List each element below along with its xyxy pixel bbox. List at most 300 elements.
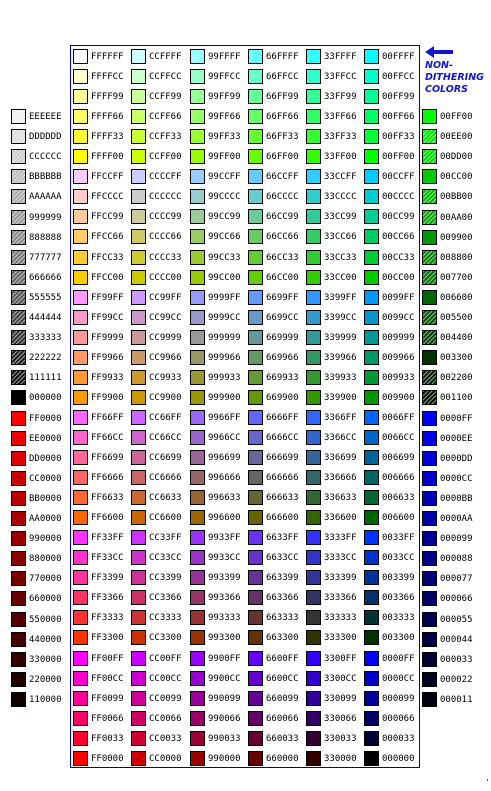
- websafe-swatch-item: [71, 749, 129, 769]
- color-swatch: [190, 711, 205, 726]
- hex-label: 000099: [440, 534, 473, 545]
- hex-label: 00CC99: [382, 212, 415, 223]
- hex-label: CCFF00: [149, 152, 182, 163]
- hex-label: 009900: [440, 232, 473, 243]
- color-swatch: [364, 109, 379, 124]
- hex-label: 993300: [208, 633, 241, 644]
- hex-label: 9933FF: [208, 533, 241, 544]
- color-swatch: [364, 49, 379, 64]
- websafe-swatch-item: [246, 328, 304, 348]
- hex-label: 33CC66: [324, 232, 357, 243]
- green-swatch-item: [420, 368, 482, 388]
- websafe-swatch-item: [188, 568, 246, 588]
- color-swatch: [190, 109, 205, 124]
- websafe-swatch-item: [129, 288, 187, 308]
- hex-label: 444444: [29, 313, 62, 323]
- websafe-swatch-item: [362, 308, 420, 328]
- color-swatch: [306, 290, 321, 305]
- hex-label: CC66FF: [149, 412, 182, 423]
- websafe-swatch-item: [188, 608, 246, 628]
- hex-label: 996633: [208, 493, 241, 504]
- color-swatch: [131, 450, 146, 465]
- websafe-swatch-item: [129, 488, 187, 508]
- color-swatch: [190, 410, 205, 425]
- blue-swatch-item: [420, 569, 482, 589]
- websafe-swatch-item: [246, 749, 304, 769]
- color-swatch: [422, 350, 437, 365]
- color-swatch: [364, 250, 379, 265]
- color-swatch: [73, 630, 88, 645]
- websafe-swatch-item: [246, 669, 304, 689]
- websafe-swatch-item: [188, 47, 246, 67]
- color-swatch: [306, 149, 321, 164]
- websafe-swatch-item: [362, 107, 420, 127]
- hex-label: FF6633: [91, 493, 124, 504]
- color-swatch: [73, 450, 88, 465]
- color-swatch: [306, 350, 321, 365]
- websafe-swatch-item: [129, 47, 187, 67]
- color-swatch: [11, 652, 26, 667]
- websafe-swatch-item: [71, 448, 129, 468]
- hex-label: 000099: [382, 693, 415, 704]
- websafe-swatch-item: [71, 508, 129, 528]
- color-swatch: [11, 310, 26, 325]
- websafe-swatch-item: [71, 348, 129, 368]
- websafe-swatch-item: [304, 167, 362, 187]
- hex-label: 99FFCC: [208, 72, 241, 83]
- color-swatch: [131, 711, 146, 726]
- hex-label: 3300CC: [324, 673, 357, 684]
- color-swatch: [248, 189, 263, 204]
- color-swatch: [364, 651, 379, 666]
- color-swatch: [190, 590, 205, 605]
- hex-label: 00FFCC: [382, 72, 415, 83]
- websafe-swatch-item: [71, 588, 129, 608]
- hex-label: 3366CC: [324, 432, 357, 443]
- red-swatch-item: [9, 549, 69, 569]
- hex-label: 330099: [324, 693, 357, 704]
- websafe-swatch-item: [246, 107, 304, 127]
- color-swatch: [190, 49, 205, 64]
- color-swatch: [248, 109, 263, 124]
- red-swatch-item: [9, 509, 69, 529]
- hex-label: 00FF66: [382, 112, 415, 123]
- color-swatch: [248, 510, 263, 525]
- red-swatch-item: [9, 449, 69, 469]
- hex-label: CC00FF: [149, 653, 182, 664]
- color-swatch: [248, 570, 263, 585]
- color-swatch: [248, 751, 263, 766]
- hex-label: 993366: [208, 593, 241, 604]
- websafe-swatch-item: [362, 448, 420, 468]
- hex-label: 336666: [324, 473, 357, 484]
- color-swatch: [364, 731, 379, 746]
- websafe-swatch-item: [304, 47, 362, 67]
- red-swatch-item: [9, 409, 69, 429]
- color-swatch: [364, 390, 379, 405]
- color-swatch: [306, 250, 321, 265]
- hex-label: CC0066: [149, 713, 182, 724]
- hex-label: 9900FF: [208, 653, 241, 664]
- color-swatch: [364, 69, 379, 84]
- websafe-swatch-item: [362, 709, 420, 729]
- hex-label: 66CC33: [266, 252, 299, 263]
- color-swatch: [306, 450, 321, 465]
- hex-label: 004400: [440, 333, 473, 344]
- color-swatch: [364, 550, 379, 565]
- hex-label: 000033: [382, 733, 415, 744]
- hex-label: 00AA00: [440, 212, 473, 223]
- color-swatch: [248, 430, 263, 445]
- websafe-swatch-item: [304, 348, 362, 368]
- websafe-swatch-item: [304, 488, 362, 508]
- websafe-swatch-item: [129, 207, 187, 227]
- websafe-swatch-item: [188, 649, 246, 669]
- color-swatch: [306, 711, 321, 726]
- color-swatch: [131, 129, 146, 144]
- color-swatch: [11, 511, 26, 526]
- blue-swatch-item: [420, 509, 482, 529]
- hex-label: 6666CC: [266, 432, 299, 443]
- color-swatch: [190, 490, 205, 505]
- websafe-swatch-item: [71, 87, 129, 107]
- color-swatch: [306, 89, 321, 104]
- hex-label: 0000CC: [440, 473, 473, 484]
- color-swatch: [422, 571, 437, 586]
- hex-label: 00CC33: [382, 252, 415, 263]
- color-swatch: [190, 129, 205, 144]
- hex-label: 666666: [266, 473, 299, 484]
- hex-label: CC6600: [149, 513, 182, 524]
- color-swatch: [248, 350, 263, 365]
- hex-label: 0000FF: [440, 413, 473, 424]
- websafe-swatch-item: [246, 308, 304, 328]
- color-swatch: [131, 470, 146, 485]
- color-swatch: [131, 209, 146, 224]
- gray-swatch-item: [9, 167, 69, 187]
- websafe-swatch-item: [304, 649, 362, 669]
- websafe-swatch-item: [362, 207, 420, 227]
- hex-label: CCCC00: [149, 272, 182, 283]
- color-swatch: [422, 330, 437, 345]
- color-swatch: [131, 290, 146, 305]
- websafe-swatch-item: [188, 488, 246, 508]
- hex-label: FF00FF: [91, 653, 124, 664]
- hex-label: 6633CC: [266, 553, 299, 564]
- hex-label: 000044: [440, 634, 473, 645]
- hex-label: 000066: [382, 713, 415, 724]
- hex-label: CC9999: [149, 332, 182, 343]
- color-swatch: [131, 270, 146, 285]
- color-swatch: [131, 229, 146, 244]
- hex-label: 6633FF: [266, 533, 299, 544]
- color-swatch: [306, 169, 321, 184]
- hex-label: CC00CC: [149, 673, 182, 684]
- hex-label: FF3399: [91, 573, 124, 584]
- websafe-swatch-item: [129, 548, 187, 568]
- color-swatch: [11, 330, 26, 345]
- websafe-swatch-item: [71, 187, 129, 207]
- websafe-swatch-item: [304, 548, 362, 568]
- websafe-swatch-item: [188, 248, 246, 268]
- color-swatch: [190, 330, 205, 345]
- color-swatch: [11, 250, 26, 265]
- hex-label: CC3333: [149, 613, 182, 624]
- color-swatch: [11, 451, 26, 466]
- websafe-swatch-item: [304, 729, 362, 749]
- hex-label: 993399: [208, 573, 241, 584]
- hex-label: 663333: [266, 613, 299, 624]
- hex-label: FFFF99: [91, 92, 124, 103]
- hex-label: FF6600: [91, 513, 124, 524]
- color-swatch: [131, 310, 146, 325]
- websafe-swatch-item: [362, 67, 420, 87]
- websafe-swatch-item: [246, 468, 304, 488]
- color-swatch: [131, 570, 146, 585]
- color-swatch: [306, 109, 321, 124]
- color-swatch: [131, 69, 146, 84]
- color-swatch: [190, 430, 205, 445]
- hex-label: AA0000: [29, 514, 62, 524]
- color-swatch: [422, 149, 437, 164]
- websafe-swatch-item: [362, 428, 420, 448]
- hex-label: 3300FF: [324, 653, 357, 664]
- color-swatch: [73, 69, 88, 84]
- websafe-swatch-item: [362, 628, 420, 648]
- color-swatch: [73, 270, 88, 285]
- hex-label: 6600CC: [266, 673, 299, 684]
- blue-swatch-item: [420, 589, 482, 609]
- hex-label: 0099FF: [382, 292, 415, 303]
- color-swatch: [248, 89, 263, 104]
- red-swatch-item: [9, 670, 69, 690]
- color-swatch: [306, 310, 321, 325]
- hex-label: 660066: [266, 713, 299, 724]
- color-swatch: [364, 751, 379, 766]
- hex-label: 000000: [382, 753, 415, 764]
- color-swatch: [73, 570, 88, 585]
- websafe-swatch-item: [362, 348, 420, 368]
- websafe-swatch-item: [188, 308, 246, 328]
- blue-swatch-item: [420, 449, 482, 469]
- color-swatch: [73, 490, 88, 505]
- hex-label: 3399FF: [324, 292, 357, 303]
- websafe-swatch-item: [362, 147, 420, 167]
- hex-label: 33FF00: [324, 152, 357, 163]
- color-swatch: [190, 229, 205, 244]
- color-swatch: [190, 89, 205, 104]
- hex-label: 99FF99: [208, 92, 241, 103]
- hex-label: 002200: [440, 373, 473, 384]
- red-swatch-item: [9, 630, 69, 650]
- color-swatch: [364, 290, 379, 305]
- gray-swatch-item: [9, 147, 69, 167]
- color-swatch: [73, 129, 88, 144]
- hex-label: 669966: [266, 352, 299, 363]
- blue-swatch-item: [420, 610, 482, 630]
- color-swatch: [73, 651, 88, 666]
- websafe-swatch-item: [246, 167, 304, 187]
- hex-label: 336633: [324, 493, 357, 504]
- hex-label: 000033: [440, 654, 473, 665]
- websafe-swatch-item: [188, 67, 246, 87]
- hex-label: 666666: [29, 272, 62, 283]
- color-swatch: [131, 370, 146, 385]
- hex-label: FFCCCC: [91, 192, 124, 203]
- hex-label: 000077: [440, 574, 473, 585]
- websafe-swatch-item: [71, 649, 129, 669]
- color-swatch: [11, 129, 26, 144]
- websafe-swatch-item: [129, 328, 187, 348]
- color-swatch: [73, 671, 88, 686]
- color-swatch: [422, 632, 437, 647]
- color-swatch: [73, 350, 88, 365]
- hex-label: 00FF99: [382, 92, 415, 103]
- hex-label: CCFFCC: [149, 72, 182, 83]
- websafe-swatch-item: [246, 528, 304, 548]
- green-swatch-item: [420, 208, 482, 228]
- hex-label: CCCCCC: [149, 192, 182, 203]
- hex-label: 9900CC: [208, 673, 241, 684]
- hex-label: 666600: [266, 513, 299, 524]
- websafe-swatch-item: [304, 568, 362, 588]
- color-swatch: [364, 510, 379, 525]
- hex-label: 0066FF: [382, 412, 415, 423]
- color-swatch: [422, 591, 437, 606]
- green-swatch-item: [420, 288, 482, 308]
- hex-label: 66CC00: [266, 272, 299, 283]
- hex-label: 663300: [266, 633, 299, 644]
- websafe-swatch-item: [188, 729, 246, 749]
- websafe-swatch-item: [188, 328, 246, 348]
- color-swatch: [248, 209, 263, 224]
- color-swatch: [306, 610, 321, 625]
- color-swatch: [131, 550, 146, 565]
- color-swatch: [422, 230, 437, 245]
- color-swatch: [11, 169, 26, 184]
- hex-label: CC3366: [149, 593, 182, 604]
- hex-label: CC0033: [149, 733, 182, 744]
- color-swatch: [306, 671, 321, 686]
- hex-label: CC99CC: [149, 312, 182, 323]
- websafe-swatch-item: [304, 308, 362, 328]
- color-swatch: [190, 751, 205, 766]
- hex-label: 008800: [440, 252, 473, 263]
- color-swatch: [306, 209, 321, 224]
- websafe-swatch-item: [188, 428, 246, 448]
- websafe-swatch-item: [129, 508, 187, 528]
- green-swatch-item: [420, 268, 482, 288]
- color-swatch: [422, 672, 437, 687]
- websafe-swatch-item: [71, 268, 129, 288]
- hex-label: 001100: [440, 393, 473, 404]
- color-swatch: [11, 672, 26, 687]
- hex-label: FF0000: [91, 753, 124, 764]
- color-swatch: [364, 350, 379, 365]
- gray-swatch-item: [9, 127, 69, 147]
- color-swatch: [131, 390, 146, 405]
- hex-label: CC66CC: [149, 432, 182, 443]
- websafe-swatch-item: [246, 47, 304, 67]
- color-swatch: [73, 149, 88, 164]
- hex-label: 770000: [29, 574, 62, 585]
- websafe-swatch-item: [188, 448, 246, 468]
- hex-label: 00CC00: [382, 272, 415, 283]
- color-swatch: [422, 210, 437, 225]
- websafe-swatch-item: [188, 388, 246, 408]
- websafe-swatch-item: [304, 468, 362, 488]
- color-swatch: [190, 390, 205, 405]
- color-swatch: [364, 149, 379, 164]
- websafe-swatch-item: [246, 207, 304, 227]
- color-swatch: [131, 149, 146, 164]
- websafe-swatch-item: [246, 588, 304, 608]
- hex-label: FF99FF: [91, 292, 124, 303]
- color-swatch: [364, 570, 379, 585]
- hex-label: FFFFCC: [91, 72, 124, 83]
- gray-swatch-item: [9, 208, 69, 228]
- hex-label: 003300: [440, 353, 473, 364]
- color-swatch: [364, 610, 379, 625]
- color-swatch: [422, 411, 437, 426]
- websafe-swatch-item: [362, 528, 420, 548]
- hex-label: 0000EE: [440, 433, 473, 444]
- color-swatch: [73, 510, 88, 525]
- hex-label: 005500: [440, 313, 473, 323]
- hex-label: 66FF33: [266, 132, 299, 143]
- hex-label: 0000FF: [382, 653, 415, 664]
- hex-label: 330000: [29, 654, 62, 665]
- color-swatch: [11, 491, 26, 506]
- blue-swatch-item: [420, 549, 482, 569]
- color-swatch: [422, 169, 437, 184]
- corner-mark: ': [485, 778, 490, 787]
- websafe-swatch-item: [304, 187, 362, 207]
- color-swatch: [422, 431, 437, 446]
- hex-label: 33CC33: [324, 252, 357, 263]
- color-swatch: [11, 149, 26, 164]
- red-swatch-item: [9, 469, 69, 489]
- color-swatch: [190, 731, 205, 746]
- websafe-swatch-item: [129, 348, 187, 368]
- color-swatch: [73, 250, 88, 265]
- gray-swatch-item: [9, 248, 69, 268]
- hex-label: 555555: [29, 292, 62, 303]
- hex-label: 336699: [324, 453, 357, 463]
- green-swatch-item: [420, 328, 482, 348]
- color-swatch: [190, 290, 205, 305]
- websafe-swatch-item: [246, 488, 304, 508]
- color-swatch: [306, 69, 321, 84]
- hex-label: FFCC00: [91, 272, 124, 283]
- websafe-swatch-item: [362, 749, 420, 769]
- websafe-swatch-item: [129, 87, 187, 107]
- hex-label: 006600: [440, 292, 473, 303]
- blue-swatch-item: [420, 529, 482, 549]
- color-swatch: [422, 612, 437, 627]
- websafe-swatch-item: [362, 649, 420, 669]
- hex-label: 0000DD: [440, 453, 473, 464]
- red-swatch-item: [9, 610, 69, 630]
- hex-label: 6600FF: [266, 653, 299, 664]
- color-swatch: [11, 411, 26, 426]
- blue-swatch-item: [420, 670, 482, 690]
- hex-label: 336600: [324, 513, 357, 524]
- color-swatch: [190, 530, 205, 545]
- color-swatch: [364, 671, 379, 686]
- websafe-swatch-item: [246, 348, 304, 368]
- hex-label: 0033CC: [382, 553, 415, 564]
